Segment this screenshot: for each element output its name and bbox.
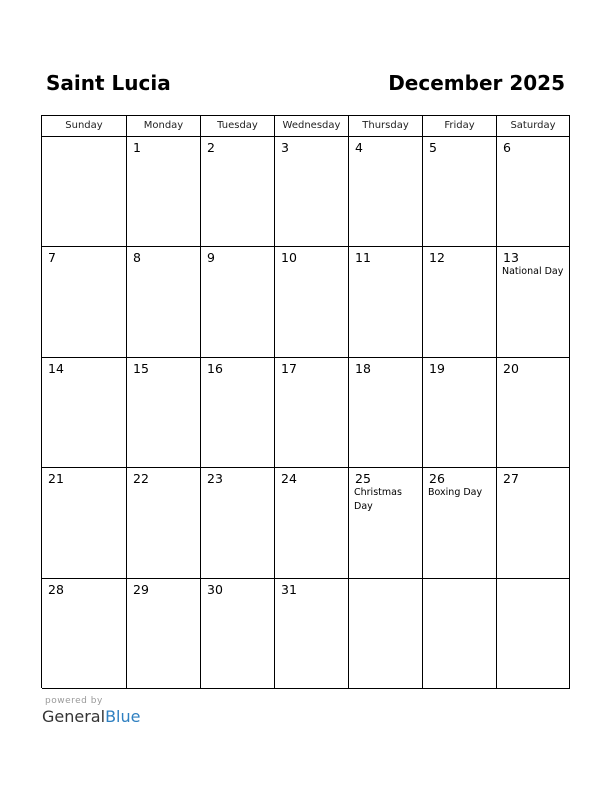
day-cell bbox=[349, 358, 423, 468]
day-number: 27 bbox=[503, 471, 519, 487]
day-cell bbox=[275, 247, 349, 357]
day-cell bbox=[275, 468, 349, 578]
brand-general-text: General bbox=[42, 707, 106, 726]
day-cell bbox=[201, 247, 275, 357]
day-cell bbox=[42, 137, 127, 247]
day-cell bbox=[42, 247, 127, 357]
day-cell bbox=[423, 579, 497, 689]
day-cell bbox=[349, 579, 423, 689]
footer-branding bbox=[42, 696, 140, 727]
day-number: 17 bbox=[281, 360, 297, 376]
day-number: 12 bbox=[429, 250, 445, 266]
day-number: 3 bbox=[281, 140, 289, 155]
day-cell bbox=[497, 358, 570, 468]
calendar-grid bbox=[41, 115, 570, 688]
day-number: 29 bbox=[133, 581, 149, 597]
weekday-monday: Monday bbox=[127, 116, 201, 137]
day-cell bbox=[423, 137, 497, 247]
day-number: 18 bbox=[355, 360, 371, 376]
day-number: 16 bbox=[207, 360, 223, 376]
day-cell bbox=[42, 358, 127, 468]
day-cell bbox=[127, 468, 201, 578]
day-number: 15 bbox=[133, 360, 149, 376]
day-number: 22 bbox=[133, 471, 149, 487]
holiday-label: National Day bbox=[502, 266, 564, 278]
day-cell bbox=[201, 579, 275, 689]
day-cell bbox=[497, 468, 570, 578]
day-number: 11 bbox=[355, 250, 371, 266]
weekday-sunday: Sunday bbox=[42, 116, 127, 137]
day-cell bbox=[275, 358, 349, 468]
day-number: 8 bbox=[133, 250, 141, 266]
weekday-tuesday: Tuesday bbox=[201, 116, 275, 137]
week-row bbox=[42, 358, 570, 468]
day-cell bbox=[497, 579, 570, 689]
day-number: 24 bbox=[281, 471, 297, 487]
day-number: 20 bbox=[503, 360, 519, 376]
brand-blue-text: Blue bbox=[105, 707, 141, 726]
day-cell bbox=[201, 358, 275, 468]
day-cell bbox=[349, 247, 423, 357]
day-number: 5 bbox=[429, 140, 437, 155]
day-number: 7 bbox=[48, 250, 56, 266]
day-number: 10 bbox=[281, 250, 297, 266]
week-row bbox=[42, 247, 570, 357]
holiday-label: Boxing Day bbox=[428, 487, 483, 499]
week-row bbox=[42, 468, 570, 578]
weekday-header-row bbox=[42, 116, 570, 137]
week-row bbox=[42, 579, 570, 689]
country-title: Saint Lucia bbox=[46, 71, 171, 95]
day-cell bbox=[127, 579, 201, 689]
weekday-wednesday: Wednesday bbox=[275, 116, 349, 137]
day-cell bbox=[42, 579, 127, 689]
day-cell bbox=[275, 579, 349, 689]
day-cell bbox=[423, 468, 497, 578]
day-cell bbox=[349, 468, 423, 578]
day-number: 9 bbox=[207, 250, 215, 266]
day-number: 14 bbox=[48, 360, 64, 376]
weekday-thursday: Thursday bbox=[349, 116, 423, 137]
weekday-saturday: Saturday bbox=[497, 116, 570, 137]
day-number: 4 bbox=[355, 140, 363, 155]
day-number: 13 bbox=[503, 250, 519, 266]
day-cell bbox=[42, 468, 127, 578]
day-cell bbox=[349, 137, 423, 247]
powered-by-label: powered by bbox=[45, 696, 103, 706]
weekday-friday: Friday bbox=[423, 116, 497, 137]
week-row bbox=[42, 137, 570, 247]
day-cell bbox=[127, 358, 201, 468]
day-number: 26 bbox=[429, 471, 445, 487]
day-cell bbox=[497, 137, 570, 247]
day-number: 28 bbox=[48, 581, 64, 597]
day-number: 1 bbox=[133, 140, 141, 155]
day-cell bbox=[127, 247, 201, 357]
day-cell bbox=[423, 358, 497, 468]
day-cell bbox=[423, 247, 497, 357]
day-number: 23 bbox=[207, 471, 223, 487]
day-cell bbox=[201, 137, 275, 247]
day-number: 30 bbox=[207, 581, 223, 597]
day-cell bbox=[201, 468, 275, 578]
day-number: 25 bbox=[355, 471, 371, 487]
day-number: 19 bbox=[429, 360, 445, 376]
day-number: 31 bbox=[281, 581, 297, 597]
day-cell bbox=[497, 247, 570, 357]
day-number: 21 bbox=[48, 471, 64, 487]
day-number: 6 bbox=[503, 140, 511, 155]
day-cell bbox=[127, 137, 201, 247]
month-title: December 2025 bbox=[388, 71, 565, 95]
holiday-label: Christmas Day bbox=[354, 487, 402, 512]
brand-logo[interactable] bbox=[42, 707, 140, 727]
day-cell bbox=[275, 137, 349, 247]
day-number: 2 bbox=[207, 140, 215, 155]
